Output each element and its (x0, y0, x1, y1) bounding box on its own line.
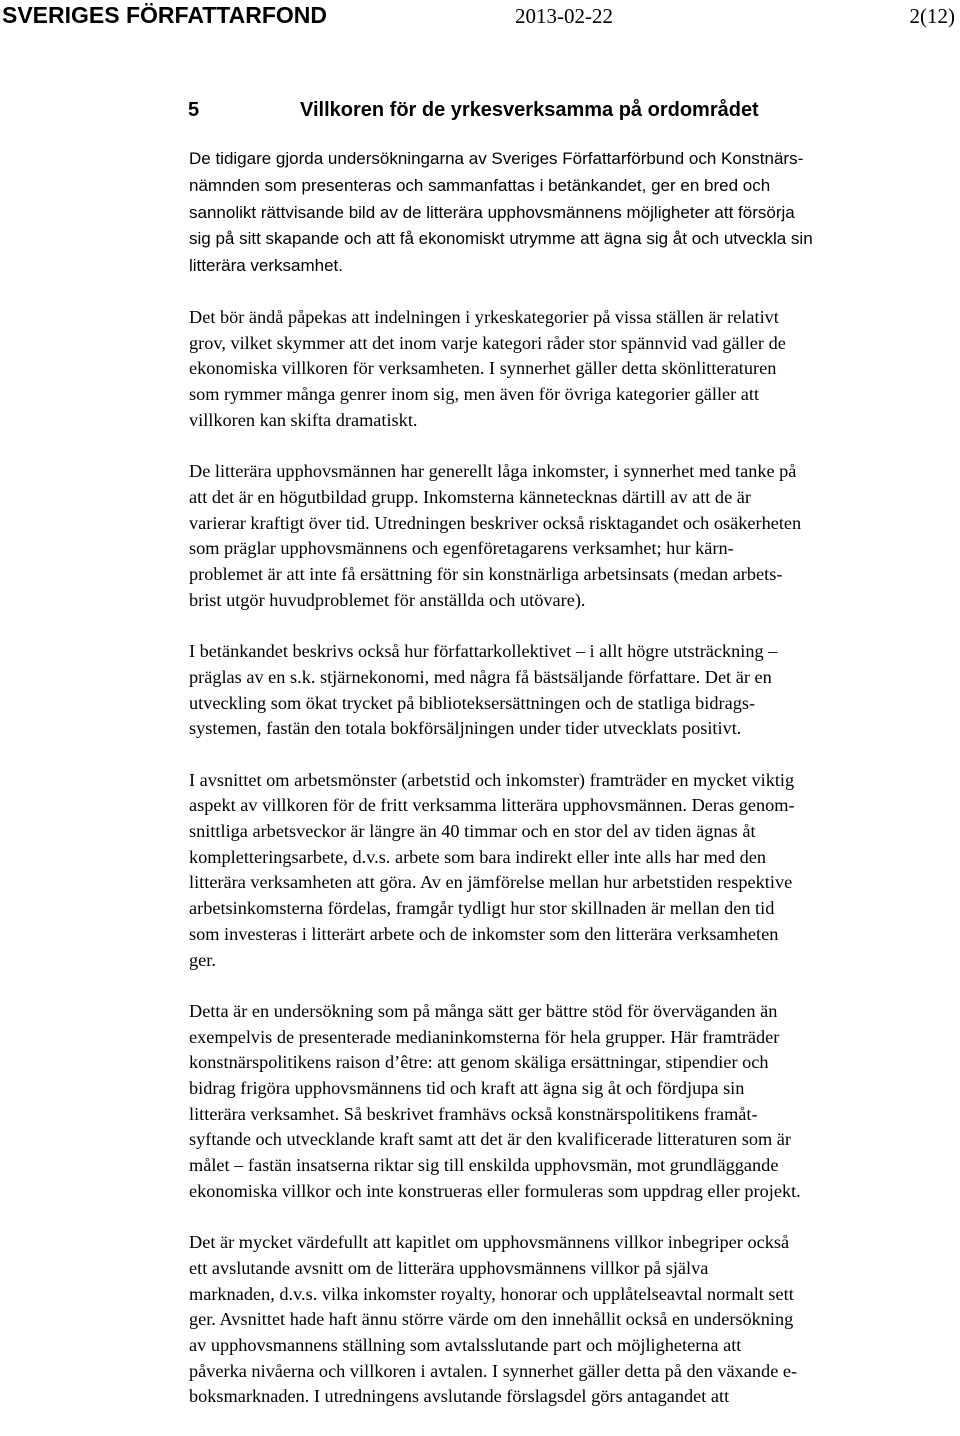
paragraph-line: som rymmer många genrer inom sig, men även för övriga kategorier gäller att (189, 384, 760, 405)
paragraph (189, 639, 959, 742)
paragraph-line: påverka nivåerna och villkoren i avtalen. I synnerhet gäller detta på den växande e- (189, 1360, 798, 1381)
page-header (0, 0, 960, 40)
paragraph-line: målet – fastän insatserna riktar sig till enskilda upphovsmän, mot grundläggande (189, 1155, 779, 1176)
body-text (189, 305, 959, 1436)
paragraph-line: ekonomiska villkor och inte konstrueras eller formuleras som uppdrag eller projekt. (189, 1180, 801, 1201)
paragraph-line: boksmarknaden. I utredningens avslutande förslagsdel görs antagandet att (189, 1386, 730, 1407)
paragraph-line: brist utgör huvudproblemet för anställda och utövare). (189, 589, 586, 610)
paragraph-line: marknaden, d.v.s. vilka inkomster royalty, honorar och upplåtelseavtal normalt sett (189, 1283, 794, 1304)
paragraph (189, 305, 959, 434)
paragraph-line: sig på sitt skapande och att få ekonomiskt utrymme att ägna sig åt och utveckla sin (189, 229, 813, 249)
paragraph-line: präglas av en s.k. stjärnekonomi, med några få bästsäljande författare. Det är en (189, 666, 772, 687)
paragraph-line: att det är en högutbildad grupp. Inkomsterna kännetecknas därtill av att de är (189, 486, 751, 507)
paragraph-line: aspekt av villkoren för de fritt verksamma litterära upphovsmännen. Deras genom- (189, 795, 795, 816)
header-date: 2013-02-22 (515, 4, 613, 28)
paragraph-line: problemet är att inte få ersättning för sin konstnärliga arbetsinsats (medan arbets- (189, 564, 783, 585)
paragraph-line: litterära verksamhet. Så beskrivet framhävs också konstnärspolitikens framåt- (189, 1103, 758, 1124)
paragraph-line: systemen, fastän den totala bokförsäljningen under tider utvecklats positivt. (189, 718, 742, 739)
paragraph-line: ger. (189, 949, 216, 970)
paragraph-line: litterära verksamheten att göra. Av en jämförelse mellan hur arbetstiden respektive (189, 872, 793, 893)
paragraph-line: kompletteringsarbete, d.v.s. arbete som bara indirekt eller inte alls har med den (189, 846, 767, 867)
paragraph (189, 1230, 959, 1410)
paragraph-line: grov, vilket skymmer att det inom varje kategori råder stor spännvid vad gäller de (189, 332, 786, 353)
paragraph-line: av upphovsmannens ställning som avtalsslutande part och möjligheterna att (189, 1335, 742, 1356)
intro-paragraph (189, 146, 959, 280)
section-number: 5 (188, 99, 200, 121)
paragraph-line: ger. Avsnittet hade haft ännu större värde om den innehållit också en undersökning (189, 1309, 794, 1330)
section-title: Villkoren för de yrkesverksamma på ordområdet (300, 99, 759, 121)
paragraph-line: som investeras i litterärt arbete och de inkomster som den litterära verksamheten (189, 923, 779, 944)
paragraph-line: villkoren kan skifta dramatiskt. (189, 409, 418, 430)
paragraph-line: I avsnittet om arbetsmönster (arbetstid och inkomster) framträder en mycket viktig (189, 769, 795, 790)
paragraph-line: konstnärspolitikens raison d’être: att genom skäliga ersättningar, stipendier och (189, 1052, 769, 1073)
paragraph (189, 768, 959, 974)
paragraph (189, 999, 959, 1205)
paragraph-line: litterära verksamhet. (189, 256, 343, 276)
paragraph-line: ekonomiska villkoren för verksamheten. I synnerhet gäller detta skönlitteraturen (189, 358, 777, 379)
section-heading (188, 99, 948, 122)
paragraph-line: exempelvis de presenterade medianinkomsterna för hela grupper. Här framträder (189, 1026, 780, 1047)
paragraph-line: Det bör ändå påpekas att indelningen i yrkeskategorier på vissa ställen är relativt (189, 307, 779, 327)
paragraph-line: syftande och utvecklande kraft samt att det är den kvalificerade litteraturen som är (189, 1129, 792, 1150)
paragraph-line: De litterära upphovsmännen har generellt låga inkomster, i synnerhet med tanke på (189, 461, 797, 482)
paragraph-line: som präglar upphovsmännens och egenföretagarens verksamhet; hur kärn- (189, 538, 734, 559)
paragraph-line: arbetsinkomsterna fördelas, framgår tydligt hur stor skillnaden är mellan den tid (189, 898, 775, 919)
header-page-number: 2(12) (909, 4, 955, 28)
paragraph-line: utveckling som ökat trycket på biblioteksersättningen och de statliga bidrags- (189, 692, 756, 713)
paragraph-line: varierar kraftigt över tid. Utredningen beskriver också risktagandet och osäkerheten (189, 512, 802, 533)
paragraph (189, 459, 959, 613)
paragraph-line: bidrag frigöra upphovsmännens tid och kraft att ägna sig åt och fördjupa sin (189, 1078, 745, 1099)
paragraph-line: Detta är en undersökning som på många sätt ger bättre stöd för överväganden än (189, 1000, 778, 1021)
paragraph-line: ett avslutande avsnitt om de litterära upphovsmännens villkor på själva (189, 1257, 709, 1278)
header-organization: SVERIGES FÖRFATTARFOND (2, 2, 327, 28)
paragraph-line: Det är mycket värdefullt att kapitlet om upphovsmännens villkor inbegriper också (189, 1232, 790, 1253)
paragraph-line: sannolikt rättvisande bild av de litterära upphovsmännens möjligheter att försörja (189, 202, 795, 222)
paragraph-line: De tidigare gjorda undersökningarna av Sveriges Författarförbund och Konstnärs- (189, 149, 804, 168)
paragraph-line: snittliga arbetsveckor är längre än 40 timmar och en stor del av tiden ägnas åt (189, 821, 756, 842)
paragraph-line: I betänkandet beskrivs också hur författarkollektivet – i allt högre utsträckning – (189, 641, 778, 662)
paragraph-line: nämnden som presenteras och sammanfattas i betänkandet, ger en bred och (189, 175, 771, 195)
